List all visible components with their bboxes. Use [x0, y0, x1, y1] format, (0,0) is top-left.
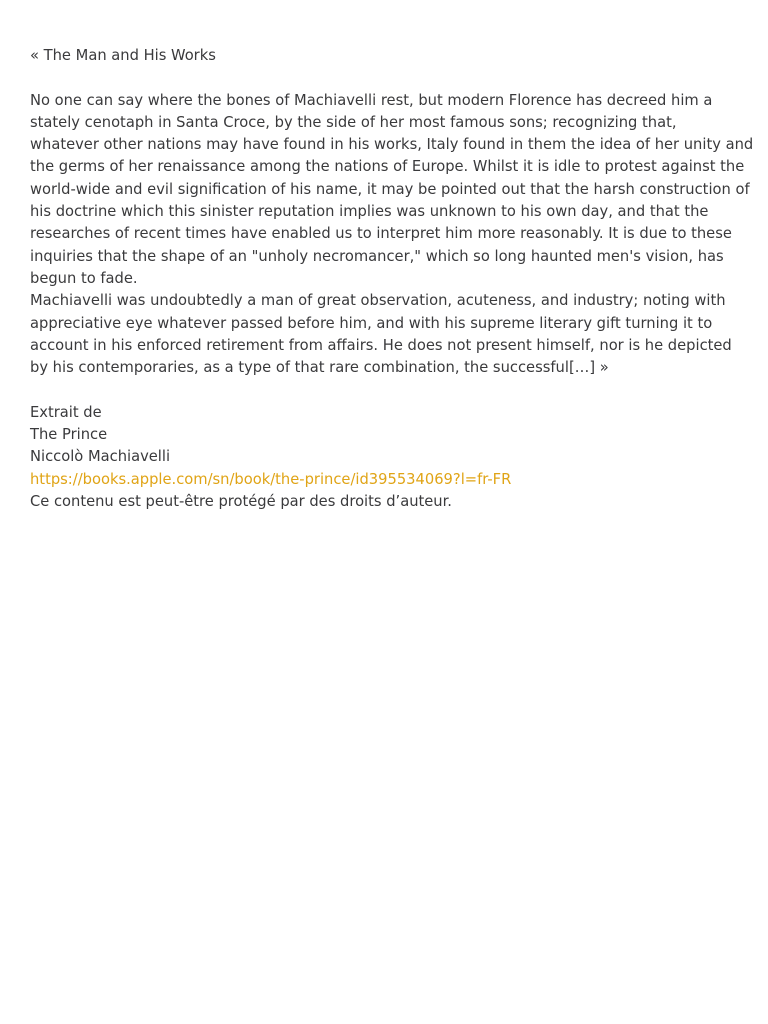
text-line: by his contemporaries, as a type of that rare combination, the successful[…] » — [30, 359, 609, 377]
quote-heading: « The Man and His Works — [30, 47, 216, 64]
excerpt-label: Extrait de — [30, 403, 102, 421]
source-attribution — [30, 402, 742, 513]
spacer — [30, 67, 742, 89]
book-title: The Prince — [30, 426, 108, 444]
spacer — [30, 379, 742, 401]
text-line: Machiavelli was undoubtedly a man of great observation, acuteness, and industry; noting with — [30, 292, 726, 310]
text-line: the germs of her renaissance among the nations of Europe. Whilst it is idle to protest against the — [30, 158, 745, 176]
quote-note — [30, 45, 754, 513]
book-store-link[interactable]: https://books.apple.com/sn/book/the-prince/id395534069?l=fr-FR — [30, 470, 512, 488]
text-line: whatever other nations may have found in his works, Italy found in them the idea of her unity and — [30, 136, 754, 154]
quote-paragraph-2 — [30, 290, 742, 379]
text-line: stately cenotaph in Santa Croce, by the side of her most famous sons; recognizing that, — [30, 113, 677, 131]
text-line: appreciative eye whatever passed before him, and with his supreme literary gift turning it to — [30, 314, 713, 332]
quote-paragraph-1 — [30, 90, 754, 291]
text-line: account in his enforced retirement from affairs. He does not present himself, nor is he depicted — [30, 336, 732, 354]
text-line: No one can say where the bones of Machiavelli rest, but modern Florence has decreed him a — [30, 91, 713, 109]
text-line: researches of recent times have enabled us to interpret him more reasonably. It is due to these — [30, 225, 732, 243]
book-author: Niccolò Machiavelli — [30, 448, 171, 466]
text-line: world-wide and evil signification of his name, it may be pointed out that the harsh construction of — [30, 180, 750, 198]
text-line: inquiries that the shape of an "unholy necromancer," which so long haunted men's vision, has — [30, 247, 724, 265]
text-line: his doctrine which this sinister reputation implies was unknown to his own day, and that the — [30, 203, 709, 221]
copyright-notice: Ce contenu est peut-être protégé par des droits d’auteur. — [30, 492, 452, 510]
text-line: begun to fade. — [30, 269, 138, 287]
